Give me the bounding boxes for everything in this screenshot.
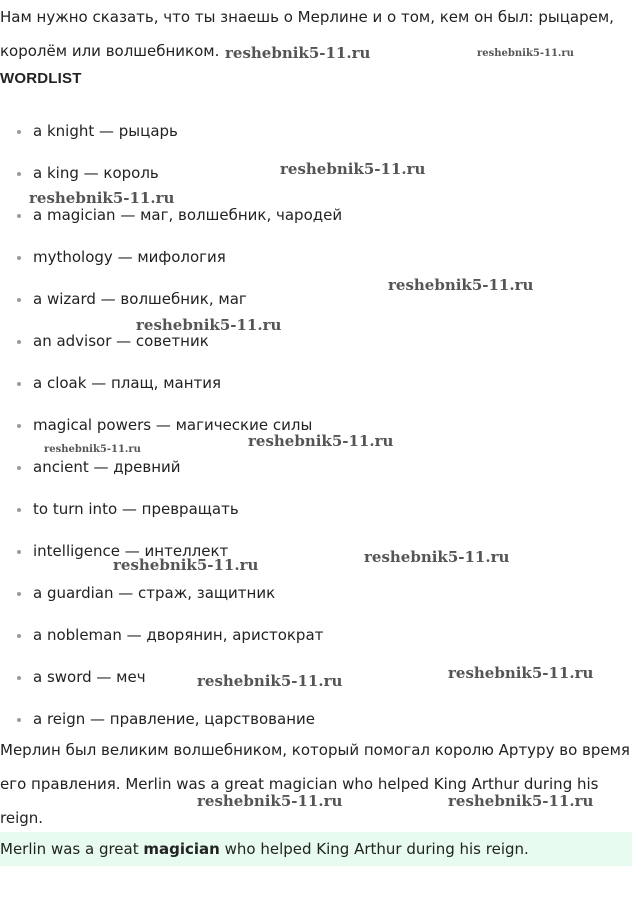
watermark: reshebnik5-11.ru <box>44 444 141 455</box>
watermark: reshebnik5-11.ru <box>280 160 426 178</box>
wordlist-heading: WORDLIST <box>0 70 82 87</box>
highlight-bold-word: magician <box>143 840 220 858</box>
list-item: a knight — рыцарь <box>0 110 632 152</box>
watermark: reshebnik5-11.ru <box>448 792 594 810</box>
list-item: mythology — мифология <box>0 236 632 278</box>
watermark: reshebnik5-11.ru <box>225 44 371 62</box>
list-item: to turn into — превращать <box>0 488 632 530</box>
watermark: reshebnik5-11.ru <box>136 316 282 334</box>
list-item: a sword — меч <box>0 656 632 698</box>
watermark: reshebnik5-11.ru <box>29 189 175 207</box>
list-item: a guardian — страж, защитник <box>0 572 632 614</box>
list-item: a cloak — плащ, мантия <box>0 362 632 404</box>
watermark: reshebnik5-11.ru <box>448 664 594 682</box>
watermark: reshebnik5-11.ru <box>113 556 259 574</box>
list-item: ancient — древний <box>0 446 632 488</box>
list-item: a magician — маг, волшебник, чародей <box>0 194 632 236</box>
watermark: reshebnik5-11.ru <box>197 672 343 690</box>
highlight-text-after: who helped King Arthur during his reign. <box>219 840 529 858</box>
list-item: intelligence — интеллект <box>0 530 632 572</box>
intro-paragraph: Нам нужно сказать, что ты знаешь о Мерлине и о том, кем он был: рыцарем, королём или волшебником. <box>0 8 614 60</box>
watermark: reshebnik5-11.ru <box>364 548 510 566</box>
list-item: a king — король <box>0 152 632 194</box>
list-item: a nobleman — дворянин, аристократ <box>0 614 632 656</box>
list-item: a wizard — волшебник, маг <box>0 278 632 320</box>
wordlist <box>0 110 632 740</box>
watermark: reshebnik5-11.ru <box>248 432 394 450</box>
answer-paragraph: Мерлин был великим волшебником, который помогал королю Артуру во время его правления. Merlin was a great magician who helped King Arthur during his reign. <box>0 741 630 827</box>
list-item: magical powers — магические силы <box>0 404 632 446</box>
answer-highlight <box>0 832 632 866</box>
watermark: reshebnik5-11.ru <box>477 48 574 59</box>
highlight-text-before: Merlin was a great <box>0 840 144 858</box>
watermark: reshebnik5-11.ru <box>197 792 343 810</box>
list-item: an advisor — советник <box>0 320 632 362</box>
list-item: a reign — правление, царствование <box>0 698 632 740</box>
watermark: reshebnik5-11.ru <box>388 276 534 294</box>
